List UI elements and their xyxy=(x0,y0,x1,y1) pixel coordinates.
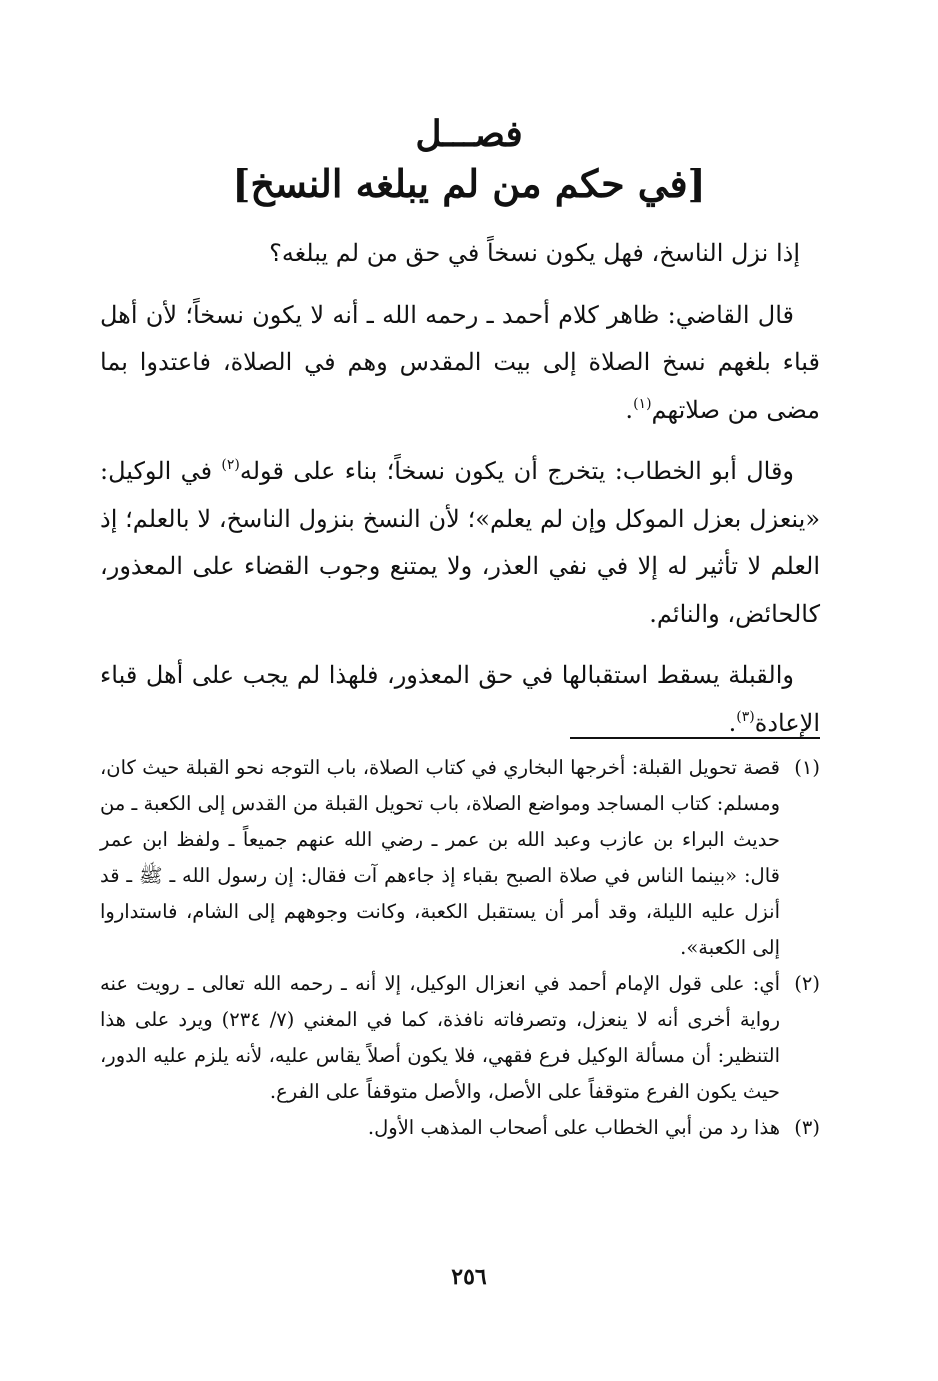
page-number: ٢٥٦ xyxy=(451,1264,487,1290)
footnote-divider xyxy=(570,737,820,739)
footnote-number: (١) xyxy=(794,756,820,779)
footnote-text: هذا رد من أبي الخطاب على أصحاب المذهب الأول. xyxy=(367,1116,780,1139)
section-title: فصـــل xyxy=(415,113,523,155)
paragraph-question: إذا نزل الناسخ، فهل يكون نسخاً في حق من لم يبلغه؟ xyxy=(269,239,800,267)
footnote-1 xyxy=(100,750,820,966)
paragraph-text-end: . xyxy=(625,395,634,424)
paragraph-qadi xyxy=(100,292,820,435)
main-text xyxy=(100,230,820,761)
footnote-text: قصة تحويل القبلة: أخرجها البخاري في كتاب الصلاة، باب التوجه نحو القبلة حيث كان، ومسلم: كتاب المساجد ومواضع الصلاة، باب تحويل القبلة من القدس إلى الكعبة ـ من حديث البراء بن عازب وعبد الله بن عمر ـ رضي الله عنهم جميعاً ـ ولفظ ابن عمر قال: «بينما الناس في صلاة الصبح بقباء إذ جاءهم آت فقال: إن رسول الله ـ ﷺ ـ قد أنزل عليه الليلة، وقد أمر أن يستقبل الكعبة، وكانت وجوههم إلى الشام، فاستداروا إلى الكعبة». xyxy=(100,756,780,959)
footnote-3 xyxy=(100,1110,820,1146)
paragraph-abu-al-khattab xyxy=(100,448,820,638)
footnote-ref-2[interactable]: (٢) xyxy=(221,457,240,473)
footnote-ref-1[interactable]: (١) xyxy=(633,395,652,412)
footnote-ref-3[interactable]: (٣) xyxy=(736,708,755,725)
footnote-number: (٢) xyxy=(794,972,820,995)
paragraph-text-end: . xyxy=(728,708,737,737)
footnote-2 xyxy=(100,966,820,1110)
paragraph-text: وقال أبو الخطاب: يتخرج أن يكون نسخاً؛ بناء على قوله xyxy=(239,457,795,485)
footnote-text: أي: على قول الإمام أحمد في انعزال الوكيل، إلا أنه ـ رحمه الله تعالى ـ رويت عنه رواية أخرى أنه لا ينعزل، وتصرفاته نافذة، كما في المغني (٧/ ٢٣٤) ويرد على هذا التنظير: أن مسألة الوكيل فرع فقهي، فلا يكون أصلاً يقاس عليه، لأنه يلزم عليه الدور، حيث يكون الفرع متوقفاً على الأصل، والأصل متوقفاً على الفرع. xyxy=(100,972,780,1103)
paragraph-text-end: في الوكيل: «ينعزل بعزل الموكل وإن لم يعلم»؛ لأن النسخ بنزول الناسخ، لا بالعلم؛ إذ العلم لا تأثير له إلا في نفي العذر، ولا يمتنع وجوب القضاء على المعذور، كالحائض، والنائم. xyxy=(100,457,820,628)
footnote-number: (٣) xyxy=(794,1116,820,1139)
paragraph-qibla xyxy=(100,652,820,747)
footnotes xyxy=(100,750,820,1146)
paragraph-text: والقبلة يسقط استقبالها في حق المعذور، فلهذا لم يجب على أهل قباء الإعادة xyxy=(100,661,820,737)
section-subtitle: [في حكم من لم يبلغه النسخ] xyxy=(232,161,706,206)
paragraph-text: قال القاضي: ظاهر كلام أحمد ـ رحمه الله ـ أنه لا يكون نسخاً؛ لأن أهل قباء بلغهم نسخ الصلاة إلى بيت المقدس وهم في الصلاة، فاعتدوا بما مضى من صلاتهم xyxy=(100,300,820,424)
